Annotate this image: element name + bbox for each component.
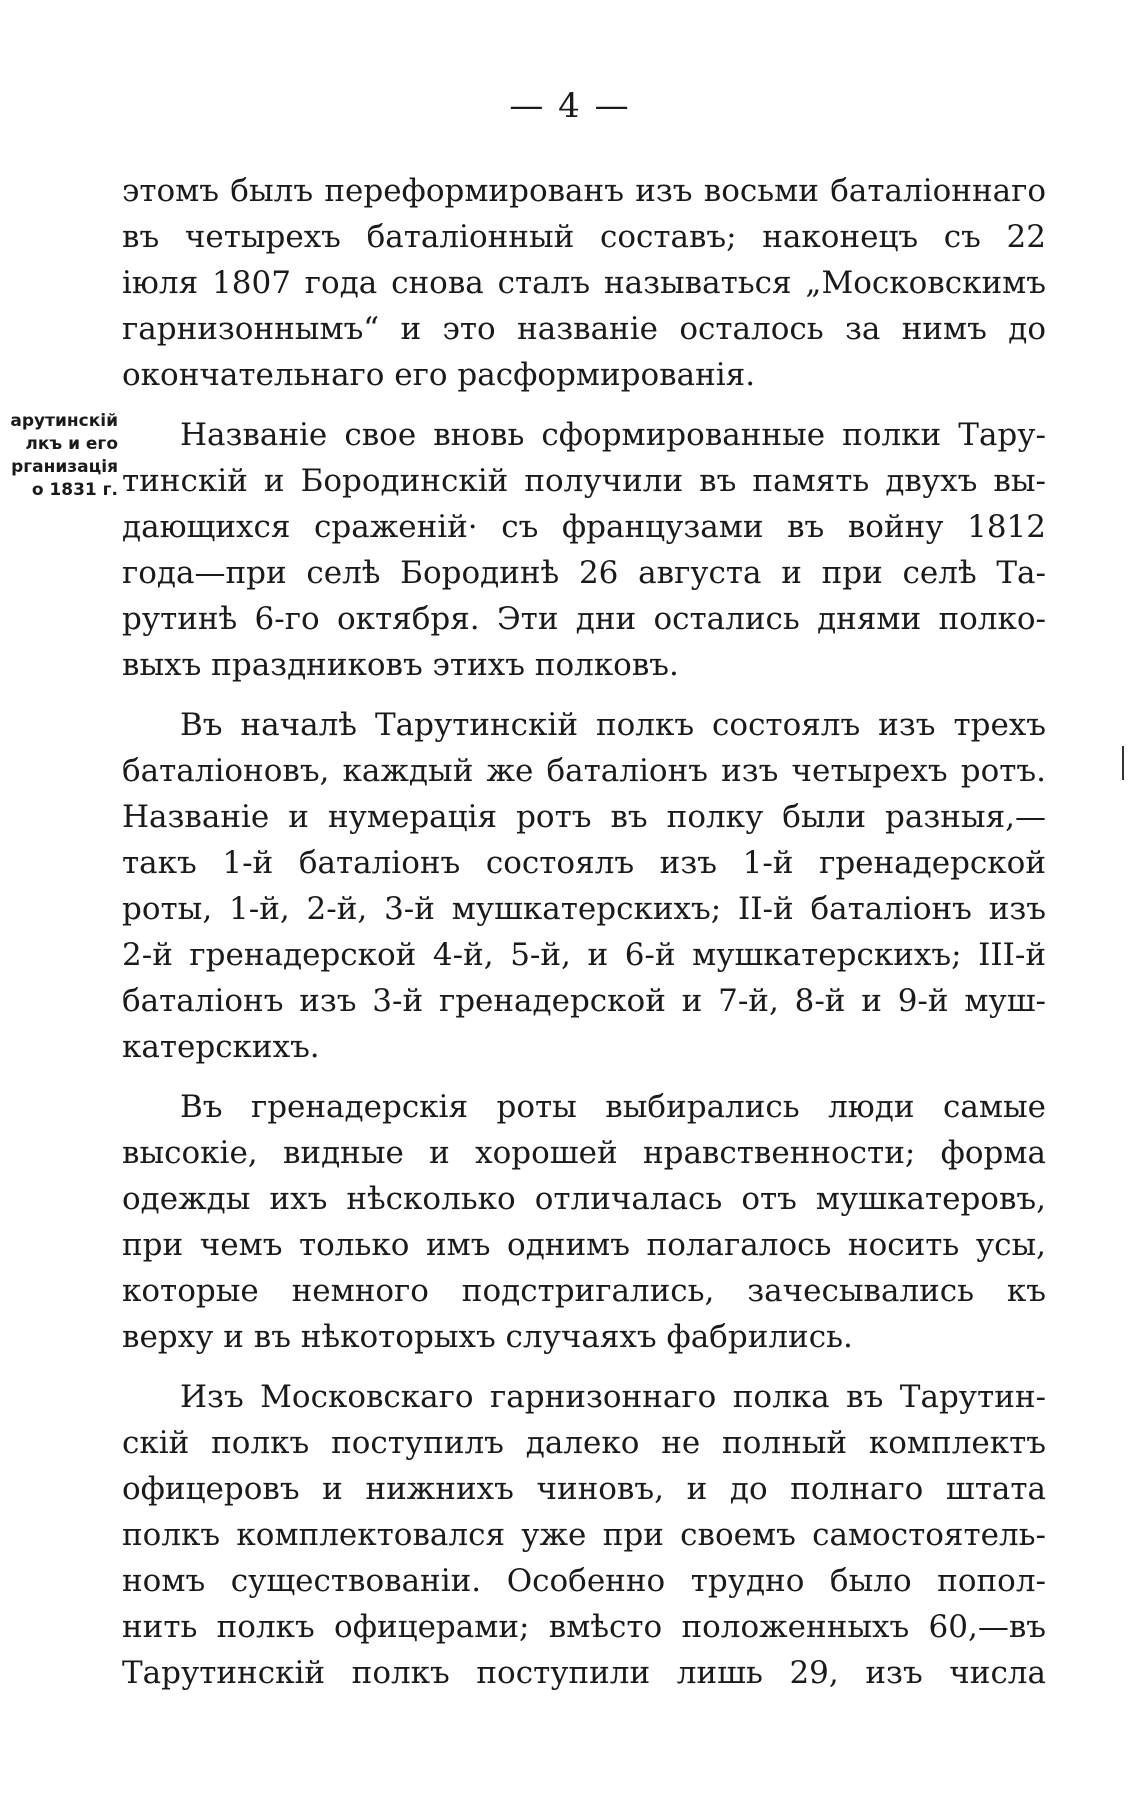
text-line: 2-й гренадерской 4-й, 5-й, и 6-й мушкатерскихъ; III-й [122, 937, 1046, 973]
paragraph-3 [122, 702, 1046, 1070]
text-line: роты, 1-й, 2-й, 3-й мушкатерскихъ; II-й баталіонъ изъ [122, 891, 1046, 927]
text-line: Въ началѣ Тарутинскій полкъ состоялъ изъ трехъ [180, 707, 1046, 743]
margin-note-line: лкъ и его [25, 434, 118, 454]
text-line: рутинѣ 6-го октября. Эти дни остались днями полко- [122, 601, 1046, 637]
text-line: нить полкъ офицерами; вмѣсто положенныхъ 60,—въ [122, 1609, 1046, 1645]
text-line: номъ существованіи. Особенно трудно было попол- [122, 1563, 1046, 1599]
text-line: гарнизоннымъ“ и это названіе осталось за нимъ до [122, 311, 1046, 347]
text-line: катерскихъ. [122, 1029, 320, 1065]
text-line: года—при селѣ Бородинѣ 26 августа и при селѣ Та- [122, 555, 1046, 591]
text-line: высокіе, видные и хорошей нравственности; форма [122, 1135, 1046, 1171]
text-line: Въ гренадерскія роты выбирались люди самые [180, 1089, 1046, 1125]
text-line: окончательнаго его расформированія. [122, 357, 756, 393]
text-line: тинскій и Бородинскій получили въ память двухъ вы- [122, 463, 1046, 499]
margin-mark [1122, 746, 1124, 780]
paragraph-4 [122, 1084, 1046, 1360]
text-line: Названіе и нумерація ротъ въ полку были разныя,— [122, 799, 1046, 835]
text-line: Изъ Московскаго гарнизоннаго полка въ Тарутин- [180, 1379, 1046, 1415]
text-line: при чемъ только имъ однимъ полагалось носить усы, [122, 1227, 1046, 1263]
text-line: офицеровъ и нижнихъ чиновъ, и до полнаго штата [122, 1471, 1046, 1507]
paragraph-2 [122, 412, 1046, 688]
page-number: — 4 — [509, 86, 631, 126]
text-line: одежды ихъ нѣсколько отличалась отъ мушкатеровъ, [122, 1181, 1046, 1217]
text-line: полкъ комплектовался уже при своемъ самостоятель- [122, 1517, 1046, 1553]
text-line: Тарутинскій полкъ поступили лишь 29, изъ числа [122, 1655, 1046, 1691]
margin-note-line: рганизація [11, 457, 118, 477]
text-line: дающихся сраженій· съ французами въ войну 1812 [122, 509, 1046, 545]
text-line: скій полкъ поступилъ далеко не полный комплектъ [122, 1425, 1046, 1461]
text-line: выхъ праздниковъ этихъ полковъ. [122, 647, 679, 683]
text-line: этомъ былъ переформированъ изъ восьми баталіоннаго [122, 173, 1046, 209]
paragraph-5 [122, 1374, 1046, 1696]
text-line: верху и въ нѣкоторыхъ случаяхъ фабрились. [122, 1319, 853, 1355]
margin-note-line: арутинскій [10, 411, 118, 431]
text-line: Названіе свое вновь сформированные полки Тару- [180, 417, 1046, 453]
text-line: іюля 1807 года снова сталъ называться „Московскимъ [122, 265, 1046, 301]
text-line: такъ 1-й баталіонъ состоялъ изъ 1-й гренадерской [122, 845, 1046, 881]
text-line: баталіоновъ, каждый же баталіонъ изъ четырехъ ротъ. [122, 753, 1046, 789]
body-text [122, 168, 1046, 1710]
text-line: баталіонъ изъ 3-й гренадерской и 7-й, 8-й и 9-й муш- [122, 983, 1046, 1019]
paragraph-1 [122, 168, 1046, 398]
margin-note-line: о 1831 г. [31, 480, 118, 500]
text-line: въ четырехъ баталіонный составъ; наконецъ съ 22 [122, 219, 1046, 255]
margin-note [0, 410, 118, 502]
text-line: которые немного подстригались, зачесывались къ [122, 1273, 1046, 1309]
